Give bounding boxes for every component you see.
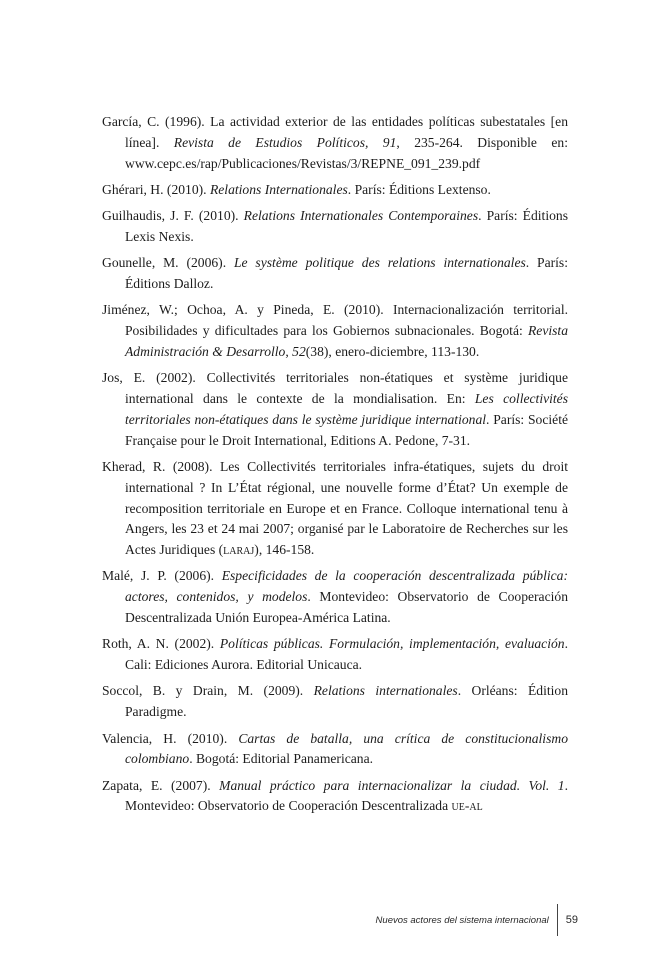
ref-title: Revista Administración & Desarrollo <box>125 323 568 359</box>
ref-text: Malé, J. P. (2006). <box>102 568 222 584</box>
ref-title: Cartas de batalla, una crítica de constitucionalismo colombiano <box>125 730 568 767</box>
ref-text: Roth, A. N. (2002). <box>102 636 220 652</box>
ref-text: . París: Éditions Lextenso. <box>347 181 491 197</box>
ref-text: , <box>285 343 293 359</box>
page-footer <box>376 904 578 936</box>
ref-text: Jiménez, W.; Ochoa, A. y Pineda, E. (2010). Internacionalización territorial. Posibilidades y dificultades para los Gobiernos subnacionales. Bogotá: <box>102 302 568 339</box>
reference-zapata <box>102 776 568 818</box>
ref-text: Kherad, R. (2008). Les Collectivités territoriales infra-étatiques, sujets du droit international ? In L’État régional, une nouvelle forme d’État? Un exemple de recomposition territoriale en Europe et en France. Colloque international tenu à Angers, les 23 et 24 mai 2007; organisé par le Laboratoire de Recherches sur les Actes Juridiques ( <box>102 458 568 558</box>
ref-text: . Bogotá: Editorial Panamericana. <box>189 751 374 767</box>
ref-text: . París: Société Française pour le Droit International, Editions A. Pedone, 7-31. <box>125 411 568 448</box>
ref-text: ), 146-158. <box>254 542 315 558</box>
ref-text: . Montevideo: Observatorio de Cooperación Descentralizada <box>125 777 568 814</box>
reference-kherad <box>102 457 568 561</box>
ref-text: . París: Éditions Lexis Nexis. <box>125 208 568 244</box>
reference-guilhaudis <box>102 206 568 248</box>
reference-garcia <box>102 112 568 174</box>
ref-text: . Montevideo: Observatorio de Cooperación Descentralizada Unión Europea-América Latina. <box>125 589 568 626</box>
ref-title: Manual práctico para internacionalizar la ciudad. Vol. 1 <box>219 777 565 793</box>
ref-title: Relations internationales <box>313 683 458 699</box>
reference-gherari <box>102 180 568 201</box>
ref-title: Relations Internationales <box>209 181 348 197</box>
reference-soccol <box>102 681 568 723</box>
ref-volume: 52 <box>292 343 306 359</box>
ref-title: Políticas públicas. Formulación, implementación, evaluación <box>219 636 565 652</box>
ref-text: Gounelle, M. (2006). <box>102 255 234 271</box>
ref-text: . París: Éditions Dalloz. <box>125 255 568 292</box>
reference-list <box>102 112 568 823</box>
ref-title: Les collectivités territoriales non-étatiques dans le système juridique international <box>125 391 569 427</box>
reference-gounelle <box>102 253 568 295</box>
ref-acronym: laraj <box>223 542 255 558</box>
running-footer-title: Nuevos actores del sistema internacional <box>375 914 549 926</box>
ref-text: . Orléans: Édition Paradigme. <box>125 683 568 720</box>
ref-text: Valencia, H. (2010). <box>102 730 239 746</box>
ref-title: Relations Internationales Contemporaines <box>243 208 479 224</box>
ref-text: Jos, E. (2002). Collectivités territoriales non-étatiques et système juridique international dans le contexte de la mondialisation. En: <box>102 370 568 407</box>
ref-text: Ghérari, H. (2010). <box>102 181 210 197</box>
ref-text: García, C. (1996). La actividad exterior de las entidades políticas subestatales [en línea]. <box>102 114 568 150</box>
ref-text: , 235-264. Disponible en: www.cepc.es/rap/Publicaciones/Revistas/3/REPNE_091_239.pdf <box>125 134 568 171</box>
ref-text: Zapata, E. (2007). <box>102 777 220 793</box>
ref-title: Especificidades de la cooperación descentralizada pública: actores, contenidos, y modelos <box>125 568 568 605</box>
page-number: 59 <box>565 914 578 926</box>
ref-text: Guilhaudis, J. F. (2010). <box>102 208 244 224</box>
ref-text: Soccol, B. y Drain, M. (2009). <box>102 683 314 699</box>
reference-valencia <box>102 729 568 771</box>
ref-text: . Cali: Ediciones Aurora. Editorial Unicauca. <box>125 636 568 673</box>
reference-roth <box>102 634 568 676</box>
ref-title: Le système politique des relations internationales <box>233 255 526 271</box>
ref-title: Revista de Estudios Políticos, 91 <box>173 134 397 150</box>
reference-jimenez <box>102 300 568 362</box>
reference-male <box>102 566 568 628</box>
ref-acronym: ue-al <box>451 798 483 814</box>
reference-jos <box>102 368 568 451</box>
ref-text: (38), enero-diciembre, 113-130. <box>305 343 480 359</box>
